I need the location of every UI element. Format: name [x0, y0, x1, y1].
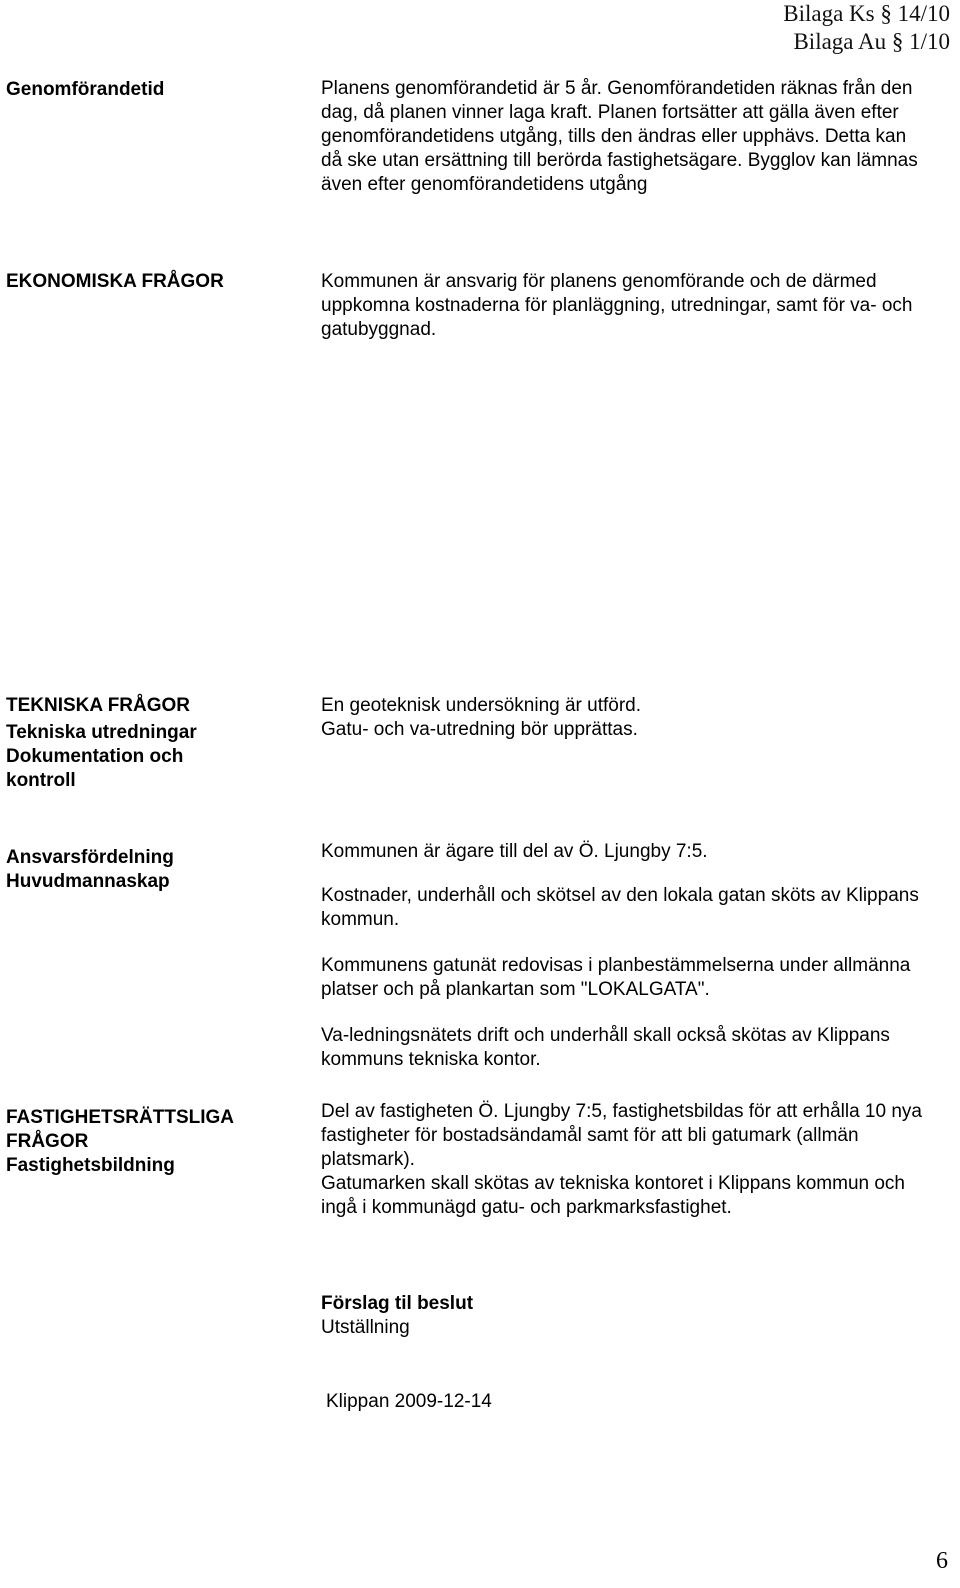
bilaga-stamp: [783, 0, 950, 56]
text-ekonomiska-fragor: Kommunen är ansvarig för planens genomförande och de därmed uppkomna kostnaderna för planläggning, utredningar, samt för va- och gatubyggnad.: [321, 271, 913, 340]
text-geoteknisk: En geoteknisk undersökning är utförd.: [321, 695, 642, 716]
label-genomforandetid: Genomförandetid: [6, 79, 165, 100]
text-ansvar-agare: Kommunen är ägare till del av Ö. Ljungby 7:5.: [321, 841, 708, 862]
text-ansvar-kostnader: Kostnader, underhåll och skötsel av den lokala gatan sköts av Klippans kommun.: [321, 885, 919, 930]
text-ansvarsfordelning: [321, 840, 921, 1072]
label-tekniska-fragor: [6, 694, 246, 793]
text-ansvar-va: Va-ledningsnätets drift och underhåll skall också skötas av Klippans kommuns tekniska kontor.: [321, 1025, 890, 1070]
text-fastighet-del: Del av fastigheten Ö. Ljungby 7:5, fastighetsbildas för att erhålla 10 nya fastigheter för bostadsändamål samt för att bli gatumark (allmän platsmark).: [321, 1101, 922, 1170]
forslag-block: [321, 1292, 473, 1340]
text-ansvar-gatunat: Kommunens gatunät redovisas i planbestämmelserna under allmänna platser och på plankartan som "LOKALGATA".: [321, 955, 911, 1000]
forslag-value: Utställning: [321, 1317, 410, 1338]
label-ansvarsfordelning: [6, 846, 296, 894]
page-number: 6: [936, 1548, 948, 1574]
text-tekniska-fragor: [321, 694, 951, 742]
label-tekniska-heading: TEKNISKA FRÅGOR: [6, 695, 191, 716]
label-ansvar-heading: Ansvarsfördelning: [6, 847, 174, 868]
label-fastighetsrattsliga: [6, 1106, 276, 1178]
label-dokumentation: Dokumentation och kontroll: [6, 746, 184, 791]
label-fastighet-heading: FASTIGHETSRÄTTSLIGA FRÅGOR: [6, 1107, 234, 1152]
label-huvudmannaskap: Huvudmannaskap: [6, 871, 170, 892]
forslag-title: Förslag til beslut: [321, 1293, 474, 1314]
text-gatu-va: Gatu- och va-utredning bör upprättas.: [321, 719, 638, 740]
label-tekniska-utredningar: Tekniska utredningar: [6, 722, 197, 743]
place-date: Klippan 2009-12-14: [326, 1391, 492, 1412]
text-fastighetsrattsliga: [321, 1100, 936, 1220]
label-ekonomiska-fragor: EKONOMISKA FRÅGOR: [6, 271, 224, 292]
text-genomforandetid: Planens genomförandetid är 5 år. Genomförandetiden räknas från den dag, då planen vinner laga kraft. Planen fortsätter att gälla även efter genomförandetidens utgång, tills den ändras eller upphävs. Detta kan då ske utan ersättning till berörda fastighetsägare. Bygglov kan lämnas även efter genomförandetidens utgång: [321, 78, 918, 195]
stamp-line-au: Bilaga Au § 1/10: [793, 29, 950, 54]
stamp-line-ks: Bilaga Ks § 14/10: [783, 1, 950, 26]
text-fastighet-gatumark: Gatumarken skall skötas av tekniska kontoret i Klippans kommun och ingå i kommunägd gatu- och parkmarksfastighet.: [321, 1173, 905, 1218]
label-fastighetsbildning: Fastighetsbildning: [6, 1155, 175, 1176]
